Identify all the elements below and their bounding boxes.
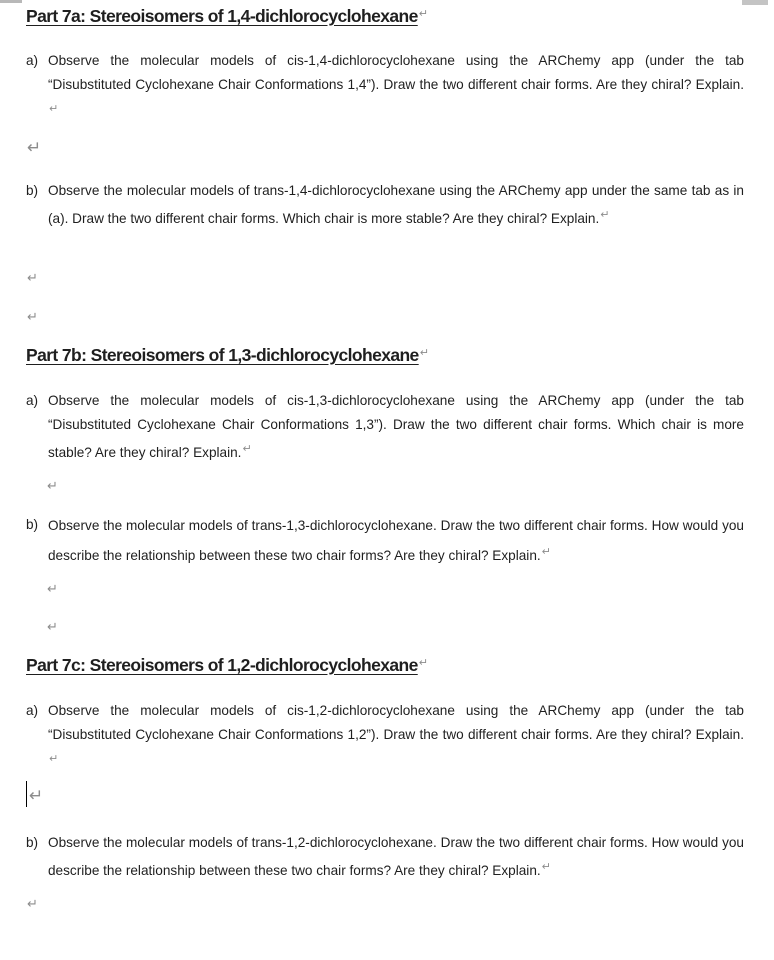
question-label: b) (26, 183, 39, 198)
paragraph-mark-icon: ↵ (242, 443, 252, 455)
question-text: Observe the molecular models of trans-1,4-dichlorocyclohexane using the ARChemy app under the same tab as in (a). Draw the two different chair forms. Which chair is more stable? Are they chiral? Explain. (48, 183, 744, 226)
paragraph-mark-icon: ↵ (27, 309, 38, 324)
question-7b-b (26, 513, 744, 569)
question-text: Observe the molecular models of cis-1,3-dichlorocyclohexane using the ARChemy app (under the tab “Disubstituted Cyclohexane Chair Conformations 1,3”). Draw the two different chair forms. Which chair is more stable? Are they chiral? Explain. (48, 393, 744, 460)
section-heading-7a: Part 7a: Stereoisomers of 1,4-dichlorocyclohexane↵ (26, 6, 428, 26)
paragraph-mark-icon: ↵ (541, 861, 551, 873)
window-edge-right (742, 0, 768, 5)
paragraph-mark-icon: ↵ (47, 478, 58, 493)
paragraph-mark-icon: ↵ (49, 753, 59, 765)
question-7a-b (26, 179, 744, 231)
paragraph-mark-icon: ↵ (419, 347, 429, 359)
question-label: a) (26, 703, 39, 718)
question-text: Observe the molecular models of cis-1,4-dichlorocyclohexane using the ARChemy app (under the tab “Disubstituted Cyclohexane Chair Conformations 1,4”). Draw the two different chair forms. Are they chiral? Explain. (48, 53, 744, 92)
question-label: b) (26, 835, 39, 850)
question-text: Observe the molecular models of cis-1,2-dichlorocyclohexane using the ARChemy app (under the tab “Disubstituted Cyclohexane Chair Conformations 1,2”). Draw the two different chair forms. Are they chiral? Explain. (48, 703, 744, 742)
paragraph-mark-icon: ↵ (600, 209, 610, 221)
paragraph-mark-icon: ↵ (47, 581, 58, 596)
paragraph-mark-icon: ↵ (47, 619, 58, 634)
paragraph-mark-icon: ↵ (418, 657, 428, 669)
paragraph-mark-icon: ↵ (27, 138, 42, 157)
section-heading-7b: Part 7b: Stereoisomers of 1,3-dichlorocyclohexane↵ (26, 345, 429, 365)
question-7b-a (26, 389, 744, 465)
paragraph-mark-icon: ↵ (418, 8, 428, 20)
question-label: b) (26, 517, 39, 532)
question-7a-a (26, 49, 744, 125)
question-label: a) (26, 53, 39, 68)
question-7c-b (26, 831, 744, 883)
paragraph-mark-icon: ↵ (541, 546, 551, 558)
paragraph-mark-icon: ↵ (29, 786, 44, 805)
window-edge-left (0, 0, 22, 3)
paragraph-mark-icon: ↵ (27, 896, 38, 911)
paragraph-mark-icon: ↵ (27, 270, 38, 285)
question-text: Observe the molecular models of trans-1,3-dichlorocyclohexane. Draw the two different chair forms. How would you describe the relationship between these two chair forms? Are they chiral? Explain. (48, 518, 744, 563)
question-label: a) (26, 393, 39, 408)
question-text: Observe the molecular models of trans-1,2-dichlorocyclohexane. Draw the two different chair forms. How would you describe the relationship between these two chair forms? Are they chiral? Explain. (48, 835, 744, 878)
text-cursor[interactable] (26, 781, 27, 807)
paragraph-mark-icon: ↵ (49, 103, 59, 115)
section-heading-7c: Part 7c: Stereoisomers of 1,2-dichlorocyclohexane↵ (26, 655, 428, 675)
question-7c-a (26, 699, 744, 775)
